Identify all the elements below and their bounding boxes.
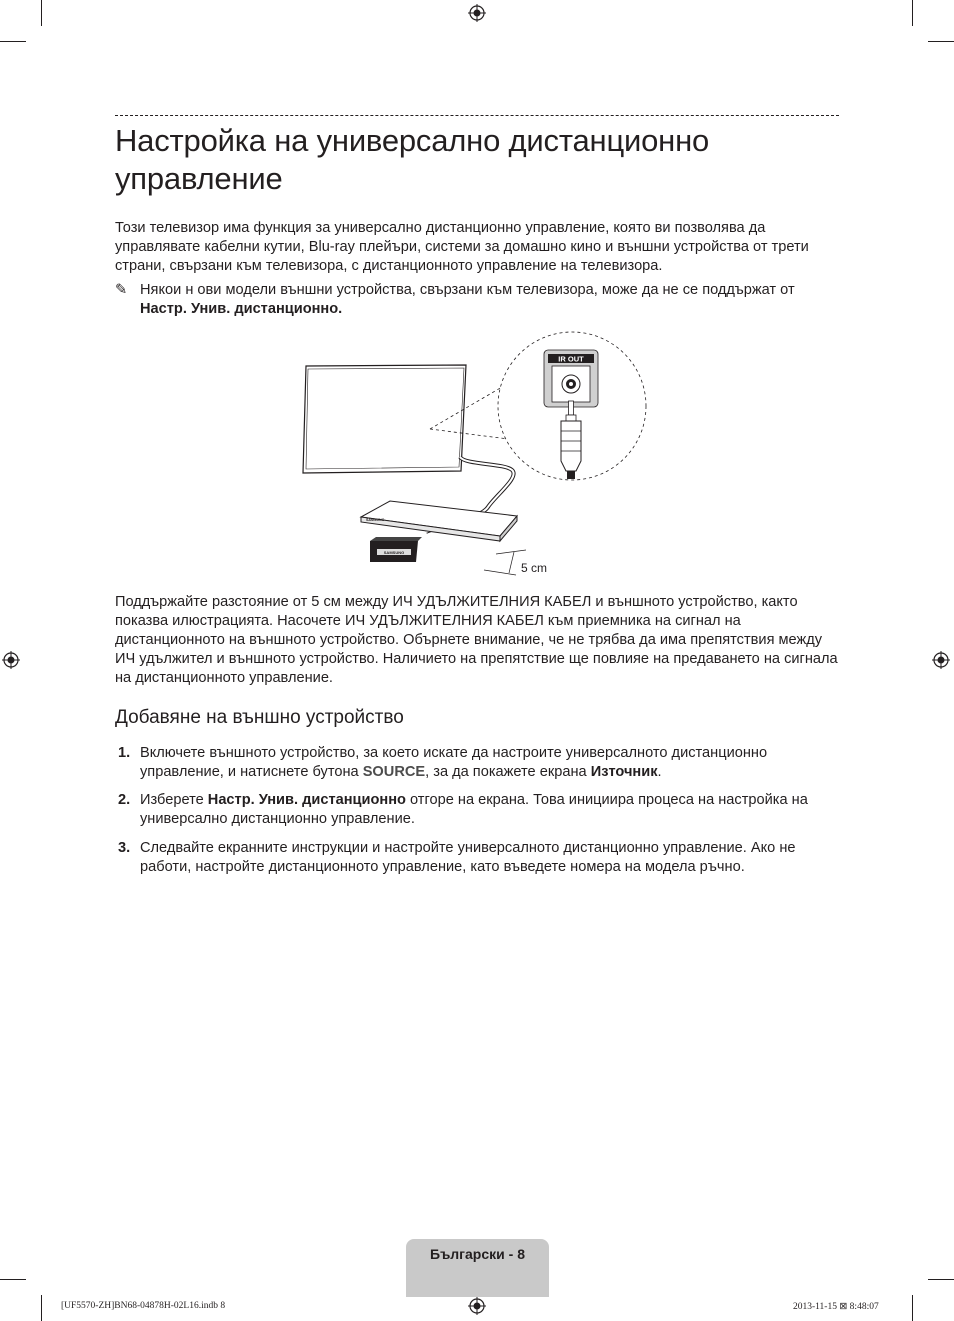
source-screen-name: Източник bbox=[590, 764, 658, 780]
player-brand: SAMSUNG bbox=[366, 518, 385, 522]
crop-mark bbox=[928, 41, 954, 42]
footer-timestamp: 2013-11-15 ⊠ 8:48:07 bbox=[793, 1302, 879, 1312]
page-number-tab bbox=[406, 1239, 549, 1297]
ir-receiver-drawing bbox=[370, 537, 422, 562]
crop-mark bbox=[928, 1279, 954, 1280]
footer-file-info: [UF5570-ZH]BN68-04878H-02L16.indb 8 bbox=[61, 1301, 226, 1311]
crop-mark bbox=[41, 1295, 42, 1321]
step-number: 2. bbox=[118, 792, 131, 808]
step-text: Включете външното устройство, за което искате да настроите универсалното дистанционно управление, и натиснете бутона SOURCE, за да покажете екрана Източник. bbox=[140, 745, 768, 780]
step-text: Следвайте екранните инструкции и настройте универсалното дистанционно управление. Ако не работи, настройте дистанционното управление, като въведете номера на модела ръчно. bbox=[140, 840, 796, 875]
step-number: 3. bbox=[118, 840, 131, 856]
page-label: Български - 8 bbox=[430, 1246, 525, 1262]
crop-mark bbox=[912, 1295, 913, 1321]
intro-paragraph: Този телевизор има функция за универсално дистанционно управление, която ви позволява да управлявате кабелни кутии, Blu-ray плейъри, системи за домашно кино и външни устройства от трети страни, свързани към телевизора, с дистанционното управление на телевизора. bbox=[115, 220, 809, 274]
note-text: Някои н ови модели външни устройства, свързани към телевизора, може да не се поддържат от Настр. Унив. дистанционно. bbox=[140, 282, 795, 317]
distance-dimension bbox=[484, 550, 547, 575]
external-device-drawing bbox=[361, 501, 517, 541]
distance-paragraph: Поддържайте разстояние от 5 см между ИЧ УДЪЛЖИТЕЛНИЯ КАБЕЛ и външното устройство, както показва илюстрацията. Насочете ИЧ УДЪЛЖИТЕЛНИЯ КАБЕЛ към приемника на сигнал на дистанционното на външното устройство. Обърнете внимание, че не трябва да има препятствия между ИЧ удължител и външното устройство. Наличието на препятствие ще повлияе на предаването на сигнала на дистанционното управление. bbox=[115, 594, 838, 686]
receiver-brand: SAMSUNG bbox=[383, 550, 405, 555]
note-block bbox=[115, 281, 840, 319]
step-text: Изберете Настр. Унив. дистанционно отгоре на екрана. Това инициира процеса на настройка на универсално дистанционно управление. bbox=[140, 792, 808, 827]
ir-out-port bbox=[544, 350, 598, 407]
tv-drawing bbox=[303, 365, 466, 473]
crop-mark bbox=[0, 41, 26, 42]
step-number: 1. bbox=[118, 745, 131, 761]
pencil-note-icon: ✎ bbox=[115, 282, 128, 298]
section-heading: Добавяне на външно устройство bbox=[115, 707, 404, 728]
crop-mark bbox=[0, 1279, 26, 1280]
crop-mark bbox=[41, 0, 42, 26]
ir-extender-illustration bbox=[290, 325, 660, 585]
menu-name: Настр. Унив. дистанционно bbox=[207, 792, 406, 808]
step-item bbox=[115, 744, 840, 782]
port-label: IR OUT bbox=[558, 354, 584, 364]
step-item bbox=[115, 839, 840, 877]
page-title: Настройка на универсално дистанционно управление bbox=[115, 123, 710, 196]
note-menu-name: Настр. Унив. дистанционно. bbox=[140, 301, 343, 317]
section-divider bbox=[115, 115, 839, 116]
registration-mark-icon bbox=[2, 651, 20, 669]
registration-mark-icon bbox=[468, 4, 486, 22]
registration-mark-icon bbox=[468, 1297, 486, 1315]
crop-mark bbox=[912, 0, 913, 26]
registration-mark-icon bbox=[932, 651, 950, 669]
step-item bbox=[115, 791, 840, 829]
distance-label: 5 cm bbox=[521, 561, 548, 575]
source-button-name: SOURCE bbox=[362, 764, 426, 780]
